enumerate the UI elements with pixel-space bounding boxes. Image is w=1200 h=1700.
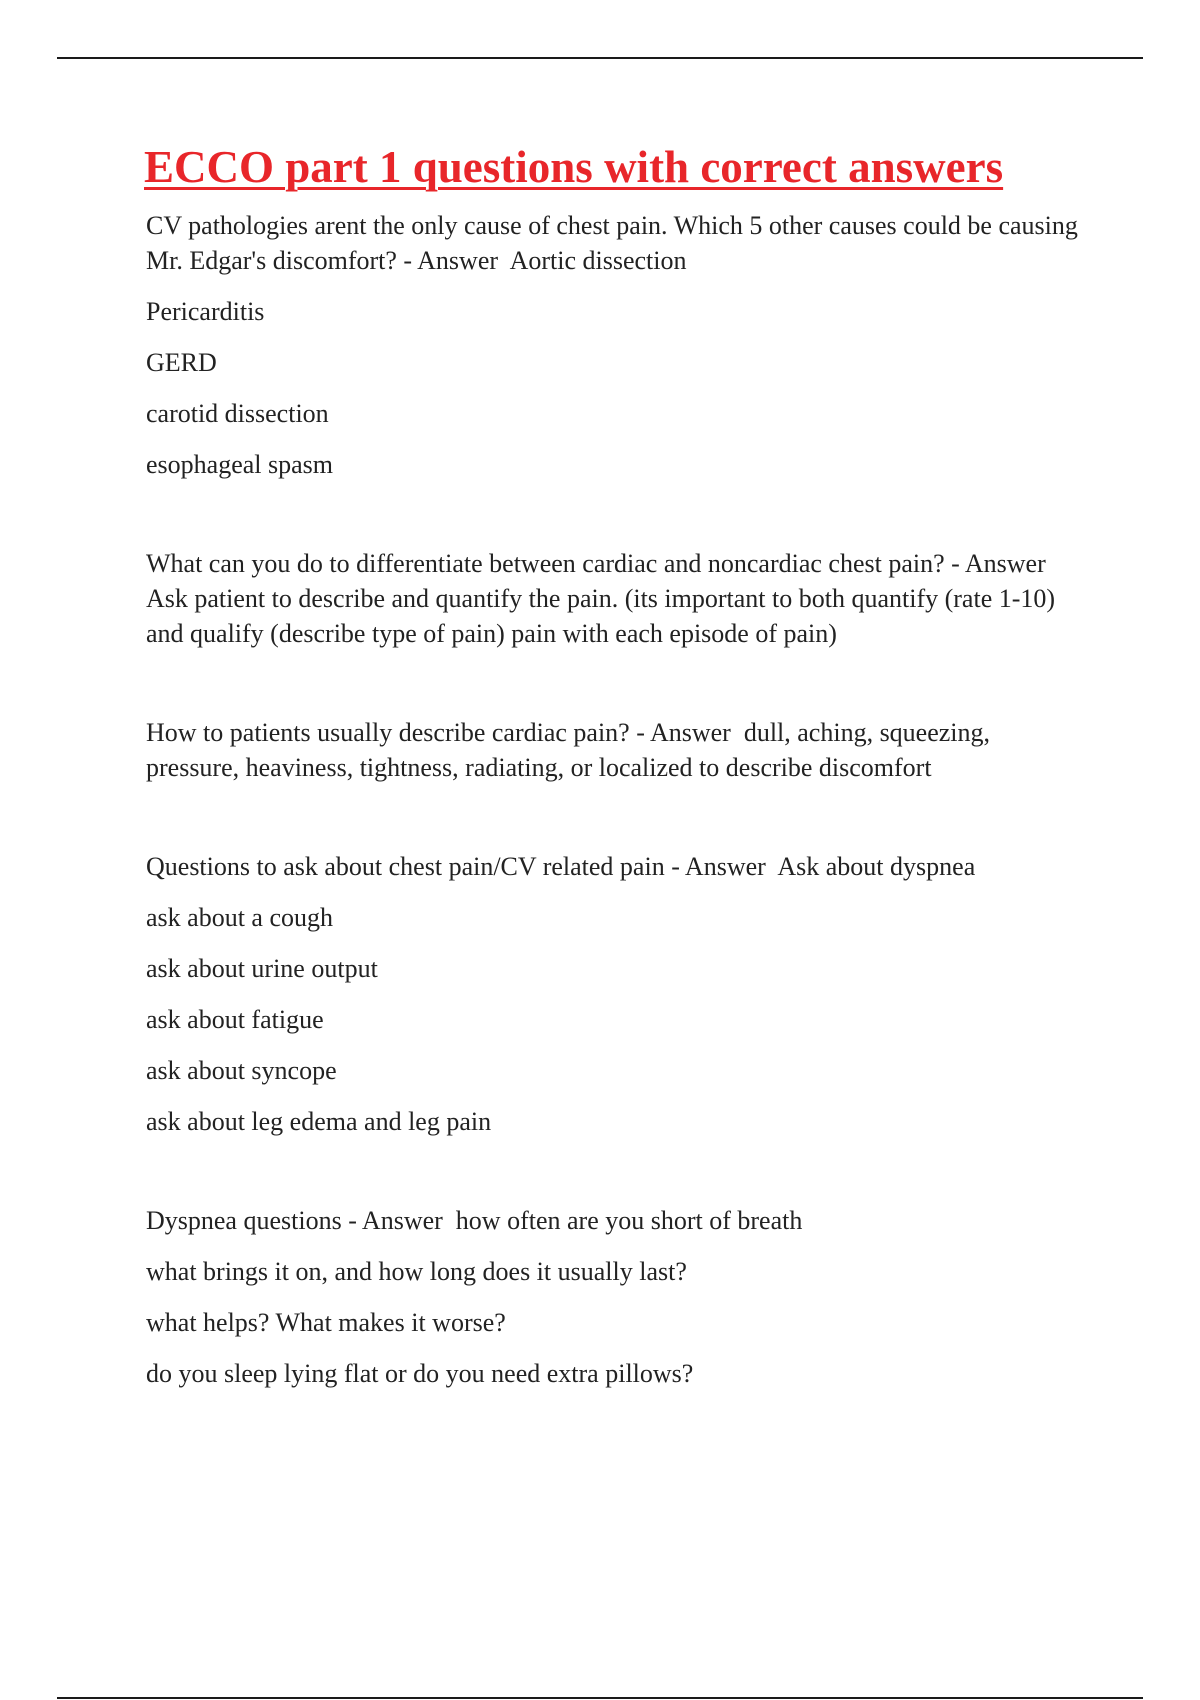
answer-text: Aortic dissection xyxy=(509,246,687,275)
question-text: How to patients usually describe cardiac pain? xyxy=(146,718,630,747)
answer-line: ask about syncope xyxy=(146,1056,337,1085)
top-rule xyxy=(57,57,1143,59)
document-page xyxy=(146,140,1086,1391)
qa-item-4 xyxy=(146,849,1086,1139)
question-line xyxy=(146,849,1086,884)
answer-line: Pericarditis xyxy=(146,297,265,326)
question-text: Dyspnea questions xyxy=(146,1206,342,1235)
answer-text: how often are you short of breath xyxy=(455,1206,803,1235)
answer-line: what brings it on, and how long does it usually last? xyxy=(146,1257,687,1286)
answer-separator: - Answer xyxy=(944,549,1053,578)
question-line xyxy=(146,715,1086,785)
qa-item-5 xyxy=(146,1203,1086,1391)
qa-item-3 xyxy=(146,715,1086,785)
answer-text: Ask about dyspnea xyxy=(777,852,976,881)
question-line xyxy=(146,546,1086,651)
answer-line: do you sleep lying flat or do you need extra pillows? xyxy=(146,1359,694,1388)
answer-line: carotid dissection xyxy=(146,399,329,428)
question-line xyxy=(146,1203,1086,1238)
qa-item-2 xyxy=(146,546,1086,651)
answer-line: what helps? What makes it worse? xyxy=(146,1308,506,1337)
question-line xyxy=(146,208,1086,278)
answer-separator: - Answer xyxy=(396,246,505,275)
answer-line: ask about a cough xyxy=(146,903,334,932)
answer-line: esophageal spasm xyxy=(146,450,334,479)
answer-separator: - Answer xyxy=(664,852,773,881)
answer-separator: - Answer xyxy=(629,718,738,747)
qa-item-1 xyxy=(146,208,1086,482)
answer-line: ask about fatigue xyxy=(146,1005,324,1034)
document-title: ECCO part 1 questions with correct answers xyxy=(144,142,1004,192)
answer-line: ask about leg edema and leg pain xyxy=(146,1107,492,1136)
question-text: CV pathologies arent the only cause of chest pain. Which 5 other causes could be causing Mr. Edgar's discomfort? xyxy=(146,211,1078,275)
answer-line: GERD xyxy=(146,348,217,377)
answer-separator: - Answer xyxy=(341,1206,450,1235)
answer-text: Ask patient to describe and quantify the pain. (its important to both quantify (rate 1-10) and qualify (describe type of pain) pain with each episode of pain) xyxy=(146,584,1056,648)
question-text: What can you do to differentiate between cardiac and noncardiac chest pain? xyxy=(146,549,945,578)
question-text: Questions to ask about chest pain/CV related pain xyxy=(146,852,665,881)
bottom-rule xyxy=(57,1697,1143,1699)
answer-text: dull, aching, squeezing, pressure, heaviness, tightness, radiating, or localized to describe discomfort xyxy=(146,718,991,782)
answer-line: ask about urine output xyxy=(146,954,378,983)
